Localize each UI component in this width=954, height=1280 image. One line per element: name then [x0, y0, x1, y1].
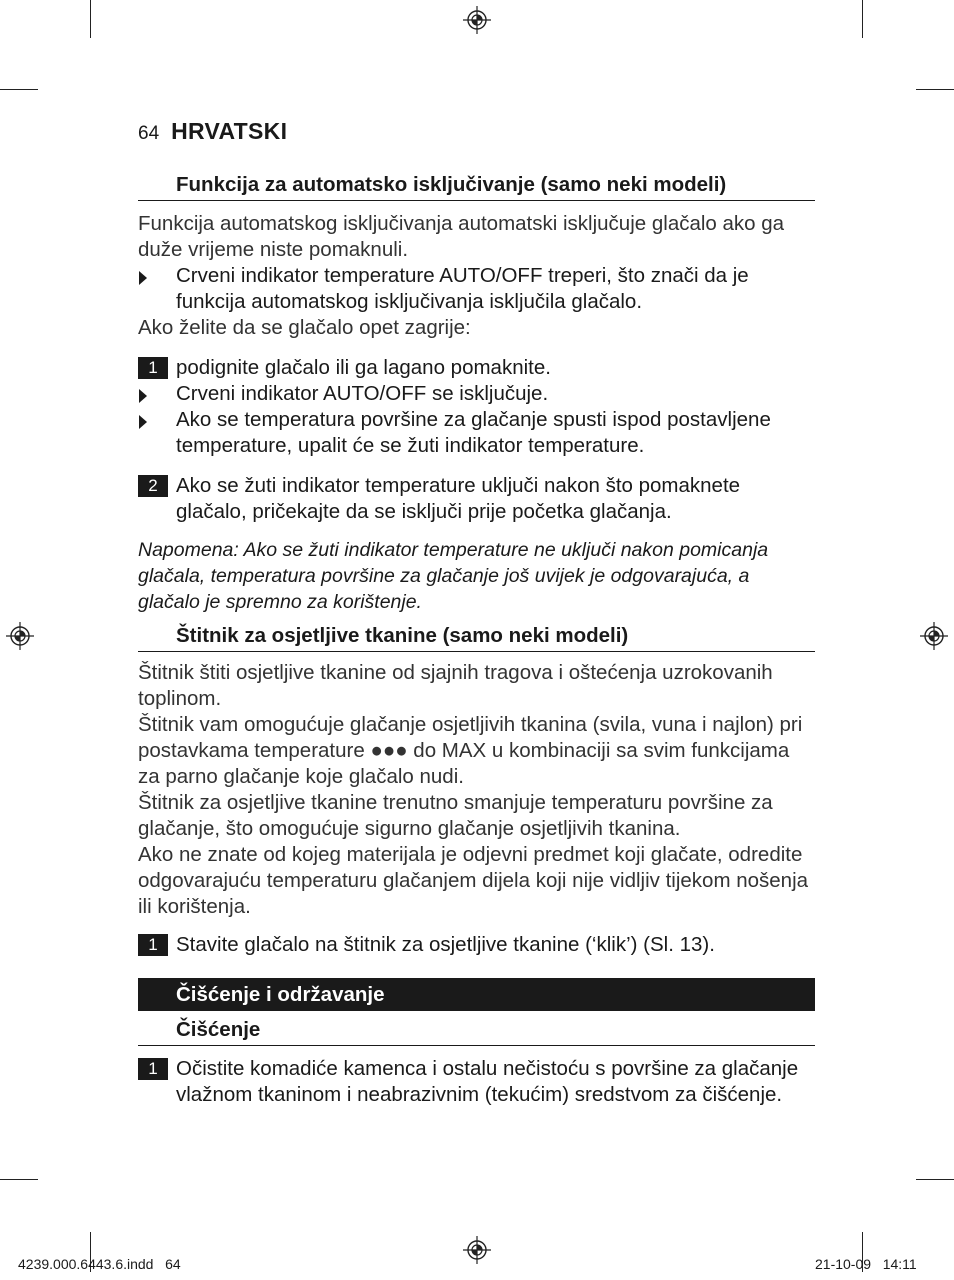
crop-mark — [0, 1179, 38, 1180]
page-number: 64 — [138, 123, 160, 144]
registration-mark-icon — [463, 1236, 491, 1264]
footer-file-info: 4239.000.6443.6.indd 64 — [18, 1256, 181, 1272]
step-number-badge: 1 — [138, 357, 168, 379]
auto-off-intro: Funkcija automatskog isključivanja automatski isključuje glačalo ako ga duže vrijeme niste pomaknuli. — [138, 212, 785, 261]
section-heading-auto-off: Funkcija za automatsko isključivanje (samo neki modeli) — [138, 170, 815, 201]
step-number-badge: 1 — [138, 1058, 168, 1080]
auto-off-lead: Ako želite da se glačalo opet zagrije: — [138, 316, 471, 339]
crop-mark — [0, 89, 38, 90]
bullet-triangle-icon — [139, 415, 147, 429]
page-header — [138, 118, 287, 150]
bullet-item — [138, 407, 815, 459]
fabric-guard-para: Štitnik za osjetljive tkanine trenutno smanjuje temperaturu površine za glačanje, što omogućuje sigurno glačanje osjetljivih tkanina. — [138, 791, 773, 840]
bullet-text: Crveni indikator AUTO/OFF se isključuje. — [176, 382, 549, 405]
bullet-text: Crveni indikator temperature AUTO/OFF treperi, što znači da je funkcija automatskog isključivanja isključila glačalo. — [176, 264, 749, 313]
fabric-guard-para: Štitnik vam omogućuje glačanje osjetljivih tkanina (svila, vuna i najlon) pri postavkama temperature ●●● do MAX u kombinaciji sa svim funkcijama za parno glačanje koje glačalo nudi. — [138, 713, 803, 788]
fabric-guard-para: Štitnik štiti osjetljive tkanine od sjajnih tragova i oštećenja uzrokovanih toplinom. — [138, 661, 773, 710]
section-bar-heading-cleaning: Čišćenje i održavanje — [138, 978, 815, 1011]
main-content — [138, 170, 815, 1108]
registration-mark-icon — [920, 622, 948, 650]
step-item — [138, 355, 815, 381]
step-number-badge: 1 — [138, 934, 168, 956]
crop-mark — [862, 0, 863, 38]
step-text: Ako se žuti indikator temperature uključi nakon što pomaknete glačalo, pričekajte da se isključi prije početka glačanja. — [176, 474, 741, 523]
bullet-triangle-icon — [139, 389, 147, 403]
footer-datetime: 21-10-09 14:11 — [815, 1256, 917, 1272]
step-number-badge: 2 — [138, 475, 168, 497]
step-text: Očistite komadiće kamenca i ostalu nečistoću s površine za glačanje vlažnom tkaninom i neabrazivnim (tekućim) sredstvom za čišćenje. — [176, 1057, 799, 1106]
bullet-text: Ako se temperatura površine za glačanje spusti ispod postavljene temperature, upalit će se žuti indikator temperature. — [176, 408, 771, 457]
crop-mark — [916, 89, 954, 90]
registration-mark-icon — [463, 6, 491, 34]
crop-mark — [916, 1179, 954, 1180]
section-heading-fabric-guard: Štitnik za osjetljive tkanine (samo neki modeli) — [138, 621, 815, 652]
crop-mark — [90, 0, 91, 38]
note-paragraph: Napomena: Ako se žuti indikator temperature ne uključi nakon pomicanja glačala, temperatura površine za glačanje još uvijek je odgovarajuća, a glačalo je spremno za korištenje. — [138, 539, 769, 613]
bullet-item — [138, 381, 815, 407]
step-item — [138, 1056, 815, 1108]
sub-heading-cleaning: Čišćenje — [138, 1015, 815, 1046]
bullet-triangle-icon — [139, 271, 147, 285]
step-item — [138, 473, 815, 525]
step-text: Stavite glačalo na štitnik za osjetljive tkanine (‘klik’) (Sl. 13). — [176, 933, 715, 956]
bullet-item — [138, 263, 815, 315]
fabric-guard-para: Ako ne znate od kojeg materijala je odjevni predmet koji glačate, odredite odgovarajuću temperaturu glačanjem dijela koji nije vidljiv tijekom nošenja ili korištenja. — [138, 843, 809, 918]
language-title: HRVATSKI — [171, 118, 288, 144]
step-item — [138, 932, 815, 958]
registration-mark-icon — [6, 622, 34, 650]
step-text: podignite glačalo ili ga lagano pomaknite. — [176, 356, 551, 379]
